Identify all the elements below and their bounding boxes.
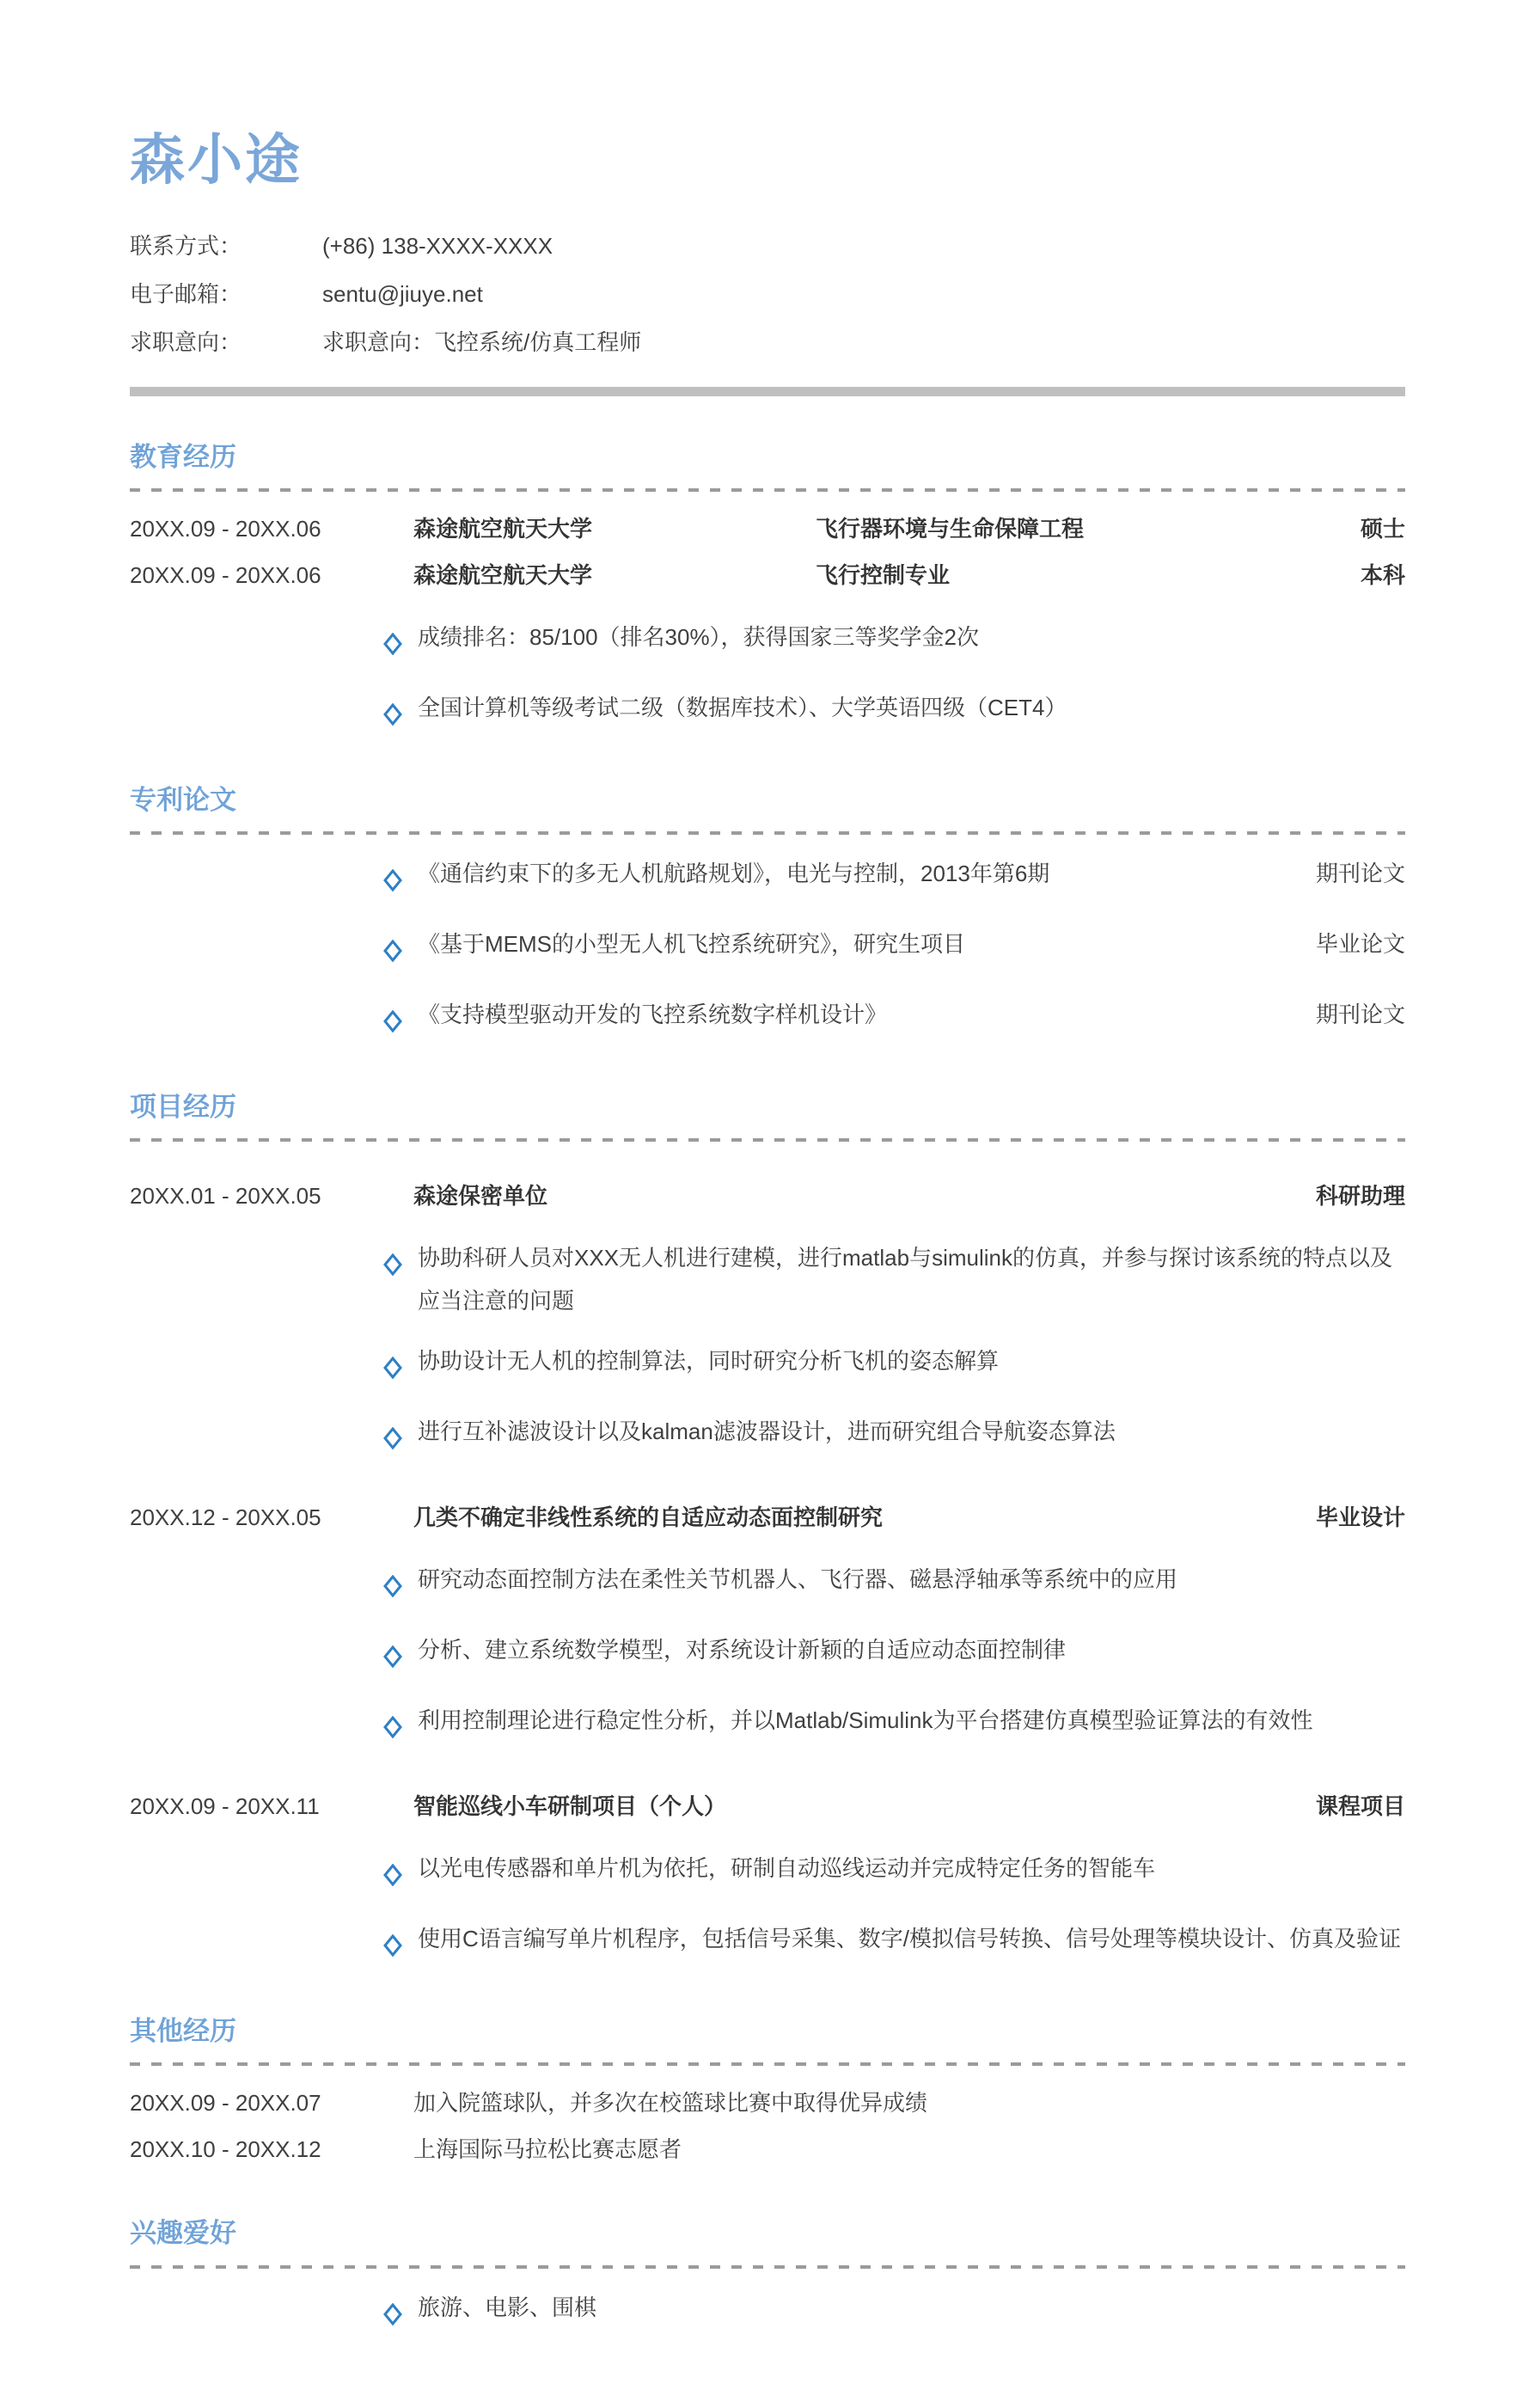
project-bullets	[130, 1558, 1405, 1752]
project-header	[130, 1783, 1405, 1829]
header-divider-bar	[130, 387, 1405, 396]
bullet-text: 研究动态面控制方法在柔性关节机器人、飞行器、磁悬浮轴承等系统中的应用	[418, 1566, 1178, 1593]
project-date: 20XX.01 - 20XX.05	[130, 1183, 321, 1210]
other-row	[130, 2080, 1405, 2126]
education-degree: 本科	[1360, 561, 1405, 588]
hobby-bullets	[130, 2286, 1405, 2339]
phone-value: (+86) 138-XXXX-XXXX	[322, 232, 553, 259]
bullet-text: 旅游、电影、围棋	[418, 2294, 597, 2320]
list-item	[383, 1847, 1405, 1900]
section-title-hobbies: 兴趣爱好	[130, 2218, 236, 2249]
paper-type-label: 毕业论文	[1315, 930, 1405, 957]
section-other	[130, 2015, 1405, 2172]
project-item	[130, 1494, 1405, 1752]
section-title-papers: 专利论文	[130, 784, 236, 815]
education-major: 飞行控制专业	[816, 561, 951, 588]
project-bullets	[130, 1847, 1405, 1970]
project-item	[130, 1783, 1405, 1970]
education-school: 森途航空航天大学	[413, 561, 593, 588]
list-item	[383, 686, 1405, 739]
other-date: 20XX.09 - 20XX.07	[130, 2090, 321, 2117]
list-item	[383, 1699, 1405, 1752]
list-item	[383, 1917, 1405, 1970]
project-item	[130, 1173, 1405, 1463]
dashed-divider	[130, 1138, 1405, 1142]
list-item	[383, 1236, 1405, 1322]
section-title-projects: 项目经历	[130, 1091, 236, 1122]
bullet-text: 成绩排名：85/100（排名30%），获得国家三等奖学金2次	[418, 623, 980, 650]
bullet-text: 分析、建立系统数学模型，对系统设计新颖的自适应动态面控制律	[418, 1637, 1067, 1664]
paper-type-label: 期刊论文	[1315, 860, 1405, 886]
diamond-bullet-icon	[383, 1857, 404, 1900]
email-value: sentu@jiuye.net	[322, 280, 483, 307]
diamond-bullet-icon	[383, 1247, 404, 1290]
section-projects	[130, 1091, 1405, 1970]
paper-row	[383, 852, 1405, 905]
paper-title: 《基于MEMS的小型无人机飞控系统研究》，研究生项目	[418, 930, 966, 957]
diamond-bullet-icon	[383, 1003, 404, 1046]
contact-row-email	[130, 270, 1405, 318]
bullet-text: 使用C语言编写单片机程序，包括信号采集、数字/模拟信号转换、信号处理等模块设计、仿真及验证	[418, 1926, 1402, 1952]
section-title-education: 教育经历	[130, 441, 236, 472]
education-date: 20XX.09 - 20XX.06	[130, 515, 321, 542]
bullet-text: 协助科研人员对XXX无人机进行建模，进行matlab与simulink的仿真，并参与探讨该系统的特点以及应当注意的问题	[418, 1245, 1392, 1314]
diamond-bullet-icon	[383, 862, 404, 905]
list-item	[383, 2286, 1405, 2339]
diamond-bullet-icon	[383, 933, 404, 976]
contact-label: 求职意向：	[130, 328, 242, 355]
project-role: 科研助理	[1315, 1183, 1405, 1210]
paper-type-label: 期刊论文	[1315, 1001, 1405, 1027]
paper-title: 《通信约束下的多无人机航路规划》，电光与控制，2013年第6期	[418, 860, 1050, 886]
education-school: 森途航空航天大学	[413, 515, 593, 542]
diamond-bullet-icon	[383, 1927, 404, 1970]
bullet-text: 协助设计无人机的控制算法，同时研究分析飞机的姿态解算	[418, 1348, 1000, 1375]
project-role: 毕业设计	[1315, 1504, 1405, 1531]
section-title-other: 其他经历	[130, 2016, 236, 2047]
contact-block	[130, 222, 1405, 366]
section-hobbies	[130, 2217, 1405, 2338]
bullet-text: 进行互补滤波设计以及kalman滤波器设计，进而研究组合导航姿态算法	[418, 1418, 1116, 1445]
project-header	[130, 1494, 1405, 1541]
section-education	[130, 441, 1405, 739]
other-text: 加入院篮球队，并多次在校篮球比赛中取得优异成绩	[413, 2090, 928, 2117]
dashed-divider	[130, 831, 1405, 835]
diamond-bullet-icon	[383, 1420, 404, 1463]
bullet-text: 以光电传感器和单片机为依托，研制自动巡线运动并完成特定任务的智能车	[418, 1855, 1156, 1882]
project-date: 20XX.09 - 20XX.11	[130, 1793, 320, 1820]
diamond-bullet-icon	[383, 1568, 404, 1611]
list-item	[383, 1628, 1405, 1682]
education-date: 20XX.09 - 20XX.06	[130, 561, 321, 588]
paper-row	[383, 922, 1405, 976]
project-name: 森途保密单位	[413, 1183, 548, 1210]
objective-value: 求职意向：飞控系统/仿真工程师	[322, 328, 642, 355]
list-item	[383, 1558, 1405, 1611]
education-row	[130, 552, 1405, 598]
project-role: 课程项目	[1315, 1793, 1405, 1820]
contact-row-phone	[130, 222, 1405, 270]
paper-title: 《支持模型驱动开发的飞控系统数字样机设计》	[418, 1001, 888, 1027]
paper-rows	[130, 852, 1405, 1046]
diamond-bullet-icon	[383, 1709, 404, 1752]
candidate-name: 森小途	[130, 129, 303, 191]
section-papers	[130, 784, 1405, 1046]
paper-row	[383, 993, 1405, 1046]
project-bullets	[130, 1236, 1405, 1463]
resume-header	[130, 129, 1405, 396]
list-item	[383, 1410, 1405, 1463]
education-degree: 硕士	[1360, 515, 1405, 542]
contact-row-objective	[130, 318, 1405, 366]
list-item	[383, 1339, 1405, 1393]
education-row	[130, 505, 1405, 552]
diamond-bullet-icon	[383, 2296, 404, 2339]
diamond-bullet-icon	[383, 696, 404, 739]
other-rows	[130, 2080, 1405, 2172]
contact-label: 联系方式：	[130, 232, 242, 259]
diamond-bullet-icon	[383, 1639, 404, 1682]
dashed-divider	[130, 488, 1405, 492]
contact-label: 电子邮箱：	[130, 280, 242, 307]
bullet-text: 全国计算机等级考试二级（数据库技术）、大学英语四级（CET4）	[418, 694, 1067, 720]
diamond-bullet-icon	[383, 626, 404, 669]
project-header	[130, 1173, 1405, 1219]
dashed-divider	[130, 2265, 1405, 2269]
education-major: 飞行器环境与生命保障工程	[816, 515, 1085, 542]
education-bullets	[130, 616, 1405, 739]
education-rows	[130, 505, 1405, 598]
bullet-text: 利用控制理论进行稳定性分析，并以Matlab/Simulink为平台搭建仿真模型验证算法的有效性	[418, 1707, 1313, 1734]
other-text: 上海国际马拉松比赛志愿者	[413, 2136, 682, 2163]
other-date: 20XX.10 - 20XX.12	[130, 2136, 321, 2163]
diamond-bullet-icon	[383, 1350, 404, 1393]
project-date: 20XX.12 - 20XX.05	[130, 1504, 321, 1531]
list-item	[383, 616, 1405, 669]
project-name: 智能巡线小车研制项目（个人）	[413, 1793, 727, 1820]
dashed-divider	[130, 2062, 1405, 2066]
other-row	[130, 2126, 1405, 2172]
project-name: 几类不确定非线性系统的自适应动态面控制研究	[413, 1504, 884, 1531]
